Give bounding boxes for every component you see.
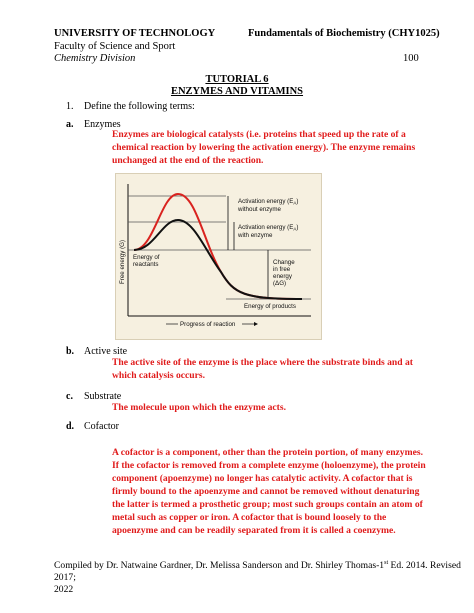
delta-g-label-line1: Change: [273, 259, 295, 266]
reactants-label-line1: Energy of: [133, 254, 160, 261]
term-cofactor: Cofactor: [84, 421, 119, 432]
tutorial-title: ENZYMES AND VITAMINS: [170, 86, 304, 97]
delta-g-label-line4: (ΔG): [273, 280, 287, 287]
answer-cofactor: [112, 446, 426, 537]
energy-diagram: [116, 174, 321, 339]
answer-line: apoenzyme and can be readily separated from it is called a coenzyme.: [112, 525, 396, 536]
ea-without-label-line2: without enzyme: [238, 206, 281, 213]
answer-line: A cofactor is a component, other than the protein portion, of many enzymes.: [112, 447, 423, 458]
answer-substrate: [112, 401, 286, 414]
footer-credits: Compiled by Dr. Natwaine Gardner, Dr. Melissa Sanderson and Dr. Shirley Thomas-1: [54, 560, 385, 572]
answer-enzymes: [112, 128, 415, 167]
footer-superscript: st: [384, 560, 389, 566]
answer-line: The molecule upon which the enzyme acts.: [112, 402, 287, 413]
footer-line2: 2022: [54, 584, 74, 596]
footer: [54, 557, 474, 596]
course-title: Fundamentals of Biochemistry (CHY1025): [248, 28, 440, 39]
activation-energy-figure: [115, 173, 322, 340]
delta-g-label-line2: in free: [273, 266, 291, 273]
faculty-name: Faculty of Science and Sport: [54, 41, 176, 52]
term-enzymes: Enzymes: [84, 119, 121, 130]
ea-without-label-line1: Activation energy $(E_A)$: [238, 198, 299, 206]
term-letter-b: b.: [66, 346, 75, 357]
answer-line: If the cofactor is removed from a complete enzyme (holoenzyme), the protein: [112, 460, 426, 471]
answer-line: component (apoenzyme) no longer has catalytic activity. A cofactor that is: [112, 473, 413, 484]
y-axis-label: Free energy (G): [119, 239, 126, 284]
reactants-label-line2: reactants: [133, 261, 159, 268]
question-text: Define the following terms:: [84, 101, 195, 112]
answer-line: Enzymes are biological catalysts (i.e. proteins that speed up the rate of a: [112, 129, 406, 140]
answer-line: chemical reaction by lowering the activation energy). The enzyme remains: [112, 142, 416, 153]
answer-active-site: [112, 356, 413, 382]
footer-edition: Ed. 2014. Revised 2017;: [54, 560, 461, 584]
answer-line: The active site of the enzyme is the place where the substrate binds and at: [112, 357, 413, 368]
answer-line: firmly bound to the apoenzyme and cannot be removed without denaturing: [112, 486, 420, 497]
ea-with-label-line1: Activation energy $(E_A)$: [238, 224, 299, 232]
delta-g-label-line3: energy: [273, 273, 292, 280]
footer-line1: [54, 557, 474, 584]
term-letter-d: d.: [66, 421, 75, 432]
term-letter-c: c.: [66, 391, 73, 402]
ea-with-label-line2: with enzyme: [238, 232, 273, 239]
page-number: 100: [403, 53, 419, 64]
answer-line: which catalysis occurs.: [112, 370, 206, 381]
products-label: Energy of products: [244, 303, 296, 310]
term-substrate: Substrate: [84, 391, 122, 402]
term-letter-a: a.: [66, 119, 74, 130]
question-number: 1.: [66, 101, 74, 112]
answer-line: unchanged at the end of the reaction.: [112, 155, 264, 166]
university-name: UNIVERSITY OF TECHNOLOGY: [54, 28, 216, 39]
tutorial-number: TUTORIAL 6: [205, 74, 269, 85]
answer-line: metal such as copper or iron. A cofactor that is bound loosely to the: [112, 512, 387, 523]
x-axis-label: Progress of reaction: [180, 321, 236, 328]
answer-line: the latter is termed a prosthetic group; most such groups contain an atom of: [112, 499, 423, 510]
term-active-site: Active site: [84, 346, 128, 357]
division-name: Chemistry Division: [54, 53, 136, 64]
